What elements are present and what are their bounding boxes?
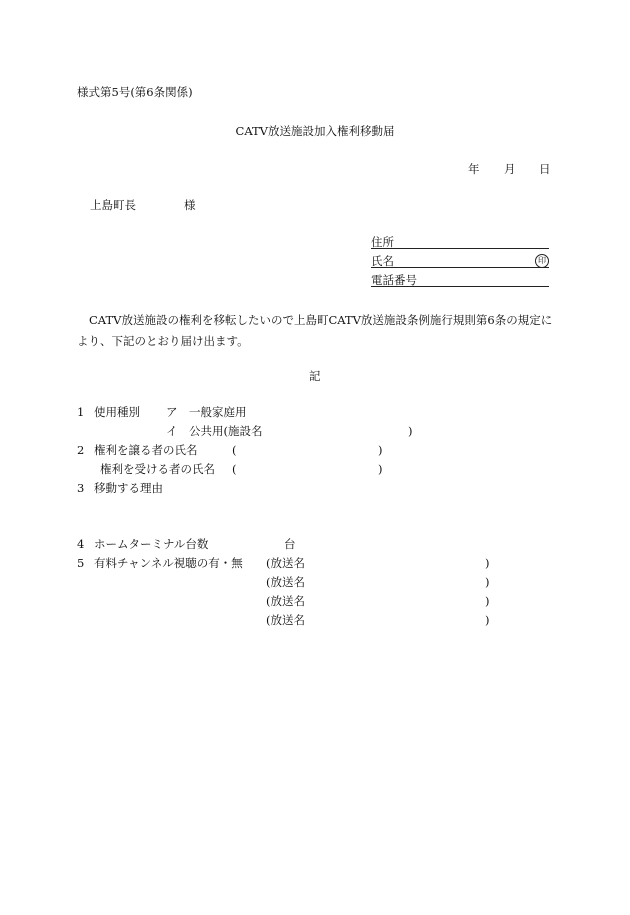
addressee-mayor: 上島町長: [90, 198, 136, 212]
broadcast-open: (放送名: [266, 556, 305, 570]
broadcast-open: (放送名: [266, 613, 305, 627]
item-label: 使用種別: [94, 405, 140, 419]
name-line: [371, 267, 549, 268]
option-a-text: 一般家庭用: [189, 405, 247, 419]
broadcast-open: (放送名: [266, 575, 305, 589]
transferee-close: ): [378, 462, 383, 476]
transferee-open: (: [232, 462, 237, 476]
item-label: ホームターミナル台数: [94, 537, 209, 551]
option-i-close: ): [408, 424, 413, 438]
item-label: 権利を譲る者の氏名: [94, 443, 198, 457]
form-title: [0, 124, 630, 138]
broadcast-close: ): [485, 613, 490, 627]
phone-line: [371, 286, 549, 287]
broadcast-open: (放送名: [266, 594, 305, 608]
form-number: 様式第5号(第6条関係): [77, 85, 193, 99]
item-number: 5: [77, 556, 85, 570]
item-label: 移動する理由: [94, 481, 163, 495]
ki-heading: 記: [309, 369, 321, 383]
option-a-mark: ア: [166, 405, 178, 419]
seal-mark: 印: [535, 254, 549, 268]
date-day: 日: [539, 162, 551, 176]
body-line-1: CATV放送施設の権利を移転したいので上島町CATV放送施設条例施行規則第6条の規定に: [89, 313, 553, 327]
option-i-text: 公共用(施設名: [189, 424, 263, 438]
item-label: 有料チャンネル視聴の有・無: [94, 556, 243, 570]
broadcast-close: ): [485, 575, 490, 589]
date-month: 月: [504, 162, 516, 176]
broadcast-close: ): [485, 594, 490, 608]
form-title-text: CATV放送施設加入権利移動届: [235, 124, 395, 138]
transferor-close: ): [378, 443, 383, 457]
body-paragraph: [77, 310, 557, 352]
transferee-label: 権利を受ける者の氏名: [100, 462, 215, 476]
option-i-mark: イ: [166, 424, 178, 438]
addressee-honorific: 様: [184, 198, 196, 212]
transferor-open: (: [232, 443, 237, 457]
unit-label: 台: [284, 537, 296, 551]
phone-label: 電話番号: [371, 273, 417, 287]
address-line: [371, 248, 549, 249]
body-line-2: より、下記のとおり届け出ます。: [77, 334, 249, 348]
address-label: 住所: [371, 235, 394, 249]
name-label: 氏名: [371, 254, 394, 268]
item-number: 1: [77, 405, 85, 419]
item-number: 4: [77, 537, 85, 551]
date-year: 年: [468, 162, 480, 176]
item-number: 3: [77, 481, 85, 495]
broadcast-close: ): [485, 556, 490, 570]
item-number: 2: [77, 443, 85, 457]
